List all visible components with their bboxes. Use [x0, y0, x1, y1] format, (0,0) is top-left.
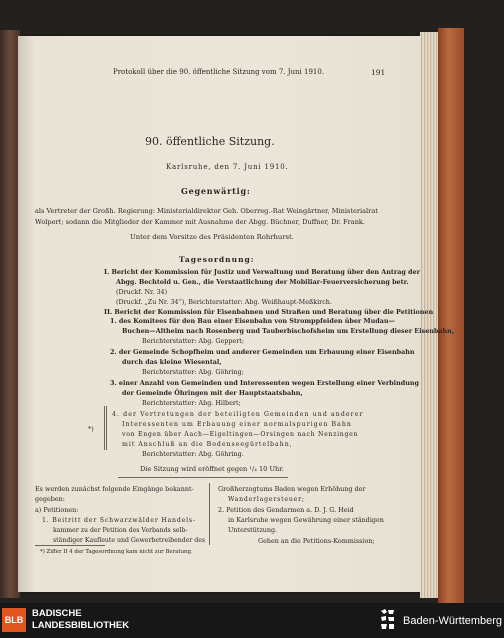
agenda-sub-1-line-1: 1. des Komitees für den Bau einer Eisenbahn von Stromppfeiden über Mudau— [110, 317, 395, 325]
book-spine [438, 28, 464, 603]
item-4-bracket [104, 406, 105, 450]
left-col-line-5: kammer zu der Petition des Verbands selb- [53, 527, 188, 534]
agenda-sub-3-line-3: Berichterstatter: Abg. Hilbert; [142, 399, 241, 407]
chair-line: Unter dem Vorsitze des Präsidenten Rohrhurst. [130, 233, 294, 241]
agenda-item-1-line-2: Abgg. Bechtold u. Gen., die Verstaatlichung der Mobiliar-Feuerversicherung betr. [116, 278, 409, 286]
right-col-line-5: Unterstützung. [228, 526, 278, 534]
blb-name-line-1: BADISCHE [32, 608, 82, 619]
bw-name: Baden-Württemberg [403, 615, 503, 627]
present-heading: Gegenwärtig: [181, 186, 251, 196]
left-col-line-3: a) Petitionen: [35, 506, 79, 514]
agenda-sub-2-line-2: durch das kleine Wiesental, [122, 358, 222, 366]
left-col-line-4: 1. Beitritt der Schwarzwälder Handels- [42, 517, 196, 524]
place-date: Karlsruhe, den 7. Juni 1910. [166, 163, 289, 171]
agenda-sub-4-line-3: von Engen über Aach—Eigeltingen—Orsingen nach Nenzingen [122, 431, 359, 438]
left-col-line-1: Es werden zunächst folgende Eingänge bekannt- [35, 485, 194, 493]
opening-line: Die Sitzung wird eröffnet gegen ¹/₄ 10 Uhr. [140, 465, 284, 473]
agenda-sub-4-line-2: Interessenten um Erbauung einer normalspurigen Bahn [122, 421, 352, 428]
footnote-mark: *) [88, 425, 94, 433]
column-divider [209, 483, 210, 545]
agenda-item-1-line-1: I. Bericht der Kommission für Justiz und Verwaltung und Beratung über den Antrag der [104, 268, 420, 276]
right-col-line-4: in Karlsruhe wegen Gewährung einer ständigen [228, 516, 384, 524]
agenda-sub-2-line-1: 2. der Gemeinde Schopfheim und anderer Gemeinden um Erbauung einer Eisenbahn [110, 348, 415, 356]
present-line-1: als Vertreter der Großh. Regierung: Ministerialdirektor Geh. Oberreg.-Rat Weingärtner, Ministerialrat [35, 207, 378, 215]
blb-name-line-2: LANDESBIBLIOTHEK [32, 620, 130, 631]
left-col-line-6: ständiger Kaufleute und Gewerbetreibender des [53, 537, 206, 544]
present-line-2: Wolpert; sodann die Mitglieder der Kammer mit Ausnahme der Abgg. Büchner, Duffner, Dr. Frank. [35, 218, 366, 226]
right-col-line-6: Gehen an die Petitions-Kommission; [258, 537, 375, 545]
agenda-sub-4-line-4: mit Anschluß an die Bodenseegürtelbahn, [122, 441, 293, 448]
footnote-rule [35, 545, 105, 546]
blb-name [32, 608, 129, 632]
agenda-heading: Tagesordnung: [179, 255, 255, 264]
running-title: Protokoll über die 90. öffentliche Sitzung vom 7. Juni 1910. [113, 68, 325, 76]
agenda-item-2-line-1: II. Bericht der Kommission für Eisenbahnen und Straßen und Beratung über die Petitionen [104, 308, 434, 316]
left-col-line-2: gegeben: [35, 495, 65, 503]
blb-logo[interactable]: BLB [2, 608, 26, 632]
right-col-line-2: Wanderlagersteuer; [228, 496, 305, 503]
section-separator [118, 477, 288, 478]
agenda-sub-3-line-1: 3. einer Anzahl von Gemeinden und Interessenten wegen Erstellung einer Verbindung [110, 379, 419, 387]
agenda-sub-1-line-2: Buchen—Altheim nach Rosenberg und Tauberbischofsheim um Erstellung dieser Eisenbahn, [122, 327, 455, 335]
agenda-item-1-line-3: (Druckf. Nr. 34) [116, 288, 168, 296]
agenda-sub-4-line-5: Berichterstatter: Abg. Göhring. [142, 450, 244, 458]
agenda-sub-1-line-3: Berichterstatter: Abg. Geppert; [142, 337, 244, 345]
bw-lion-icon[interactable] [378, 606, 398, 633]
agenda-item-1-line-4: (Druckf. „Zu Nr. 34“), Berichterstatter: Abg. Weißhaupt-Meßkirch. [116, 298, 332, 306]
agenda-sub-3-line-2: der Gemeinde Öhringen mit der Hauptstaatsbahn, [122, 389, 303, 397]
agenda-sub-4-line-1: 4. der Vertretungen der beteiligten Gemeinden und anderer [112, 411, 364, 418]
right-col-line-3: 2. Petition des Gendarmen a. D. J. G. Heid [218, 506, 354, 514]
footnote-text: *) Ziffer II 4 der Tagesordnung kam nicht zur Beratung. [40, 549, 193, 555]
session-title: 90. öffentliche Sitzung. [145, 135, 275, 148]
page-number: 191 [371, 68, 386, 77]
right-col-line-1: Großherzogtums Baden wegen Erhöhung der [218, 485, 366, 493]
item-4-bracket-inner [106, 406, 107, 450]
agenda-sub-2-line-3: Berichterstatter: Abg. Göhring; [142, 368, 244, 376]
book-cover-left [0, 30, 20, 598]
